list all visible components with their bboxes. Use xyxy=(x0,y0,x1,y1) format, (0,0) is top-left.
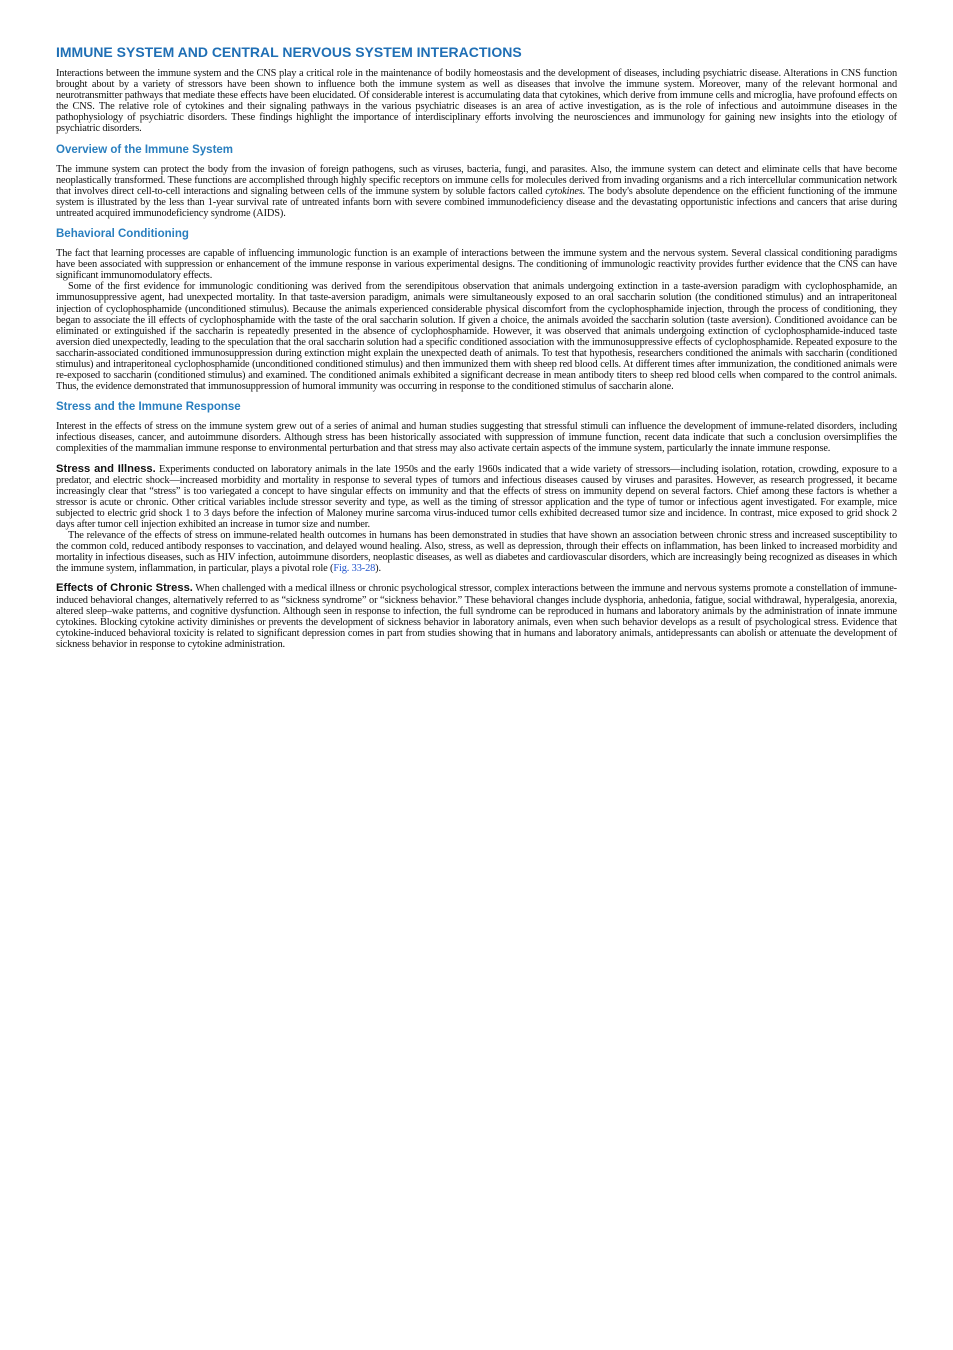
chronic-text: When challenged with a medical illness or chronic psychological stressor, complex interactions between the immune and nervous systems promote a constellation of immune-induced behavioral changes, alternatively referred to as “sickness syndrome” or “sickness behavior.” These behavioral changes include dysphoria, anhedonia, fatigue, social withdrawal, hyperalgesia, anorexia, altered sleep–wake patterns, and cognitive dysfunction. Although seen in response to infection, the full syndrome can be reproduced in humans and laboratory animals by the administration of innate immune cytokines. Blocking cytokine activity diminishes or prevents the development of sickness behavior in laboratory animals, even when such behavior develops as a result of psychological stress. Evidence that cytokine-induced behavioral toxicity is related to significant depression comes in part from studies showing that in humans and laboratory animals, antidepressants can abolish or attenuate the development of sickness behavior in response to cytokine administration. xyxy=(56,583,897,650)
cytokines-term: cytokines. xyxy=(545,185,586,197)
conditioning-heading: Behavioral Conditioning xyxy=(56,228,189,241)
conditioning-paragraph-1: The fact that learning processes are capable of influencing immunologic function is an example of interactions between the immune system and the nervous system. Several classical conditioning paradigms have been associated with suppression or enhancement of the immune response in various experimental designs. The conditioning of immunologic reactivity provides further evidence that the CNS can have significant immunomodulatory effects. xyxy=(56,248,897,282)
page-title: IMMUNE SYSTEM AND CENTRAL NERVOUS SYSTEM INTERACTIONS xyxy=(56,44,522,60)
stress-paragraph: Interest in the effects of stress on the immune system grew out of a series of animal and human studies suggesting that stressful stimuli can influence the development of immune-related disorders, including infectious diseases, cancer, and autoimmune disorders. Although stress has been historically associated with suppression of immune function, recent data indicate that such a conclusion oversimplifies the complexities of the mammalian immune response to environmental perturbation and that stress may also activate certain aspects of the immune system, particularly the innate immune response. xyxy=(56,421,897,455)
stress-heading: Stress and the Immune Response xyxy=(56,401,241,414)
illness-p2-after: ). xyxy=(375,563,381,575)
overview-heading: Overview of the Immune System xyxy=(56,143,234,156)
chronic-paragraph xyxy=(56,583,897,650)
overview-text-after: The body's absolute dependence on the efficient functioning of the immune system is illustrated by the less than 1-year survival rate of untreated infants born with severe combined immunodeficiency disease and the devastating opportunistic infections and cancers that arise during untreated acquired immunodeficiency syndrome (AIDS). xyxy=(56,185,898,219)
figure-link[interactable]: Fig. 33-28 xyxy=(333,563,376,575)
illness-p2-before: The relevance of the effects of stress on immune-related health outcomes in humans has been demonstrated in studies that have shown an association between chronic stress and increased susceptibility to the common cold, reduced antibody responses to vaccination, and delayed wound healing. Also, stress, as well as depression, through their effects on inflammation, has been linked to increased morbidity and mortality in infectious diseases, such as HIV infection, autoimmune disorders, neoplastic diseases, as well as diabetes and cardiovascular disorders, which are increasingly being recognized as diseases in which the immune system, inflammation, in particular, plays a pivotal role ( xyxy=(56,530,897,575)
conditioning-paragraph-2: Some of the first evidence for immunologic conditioning was derived from the serendipitous observation that animals undergoing extinction in a taste-aversion paradigm with cyclophosphamide, an immunosuppressive agent, had unexpected mortality. In that taste-aversion paradigm, animals were simultaneously exposed to an oral saccharin solution (the conditioned stimulus) and an intraperitoneal injection of cyclophosphamide (unconditioned stimulus). Because the animals experienced considerable physical discomfort from the cyclophosphamide injection, through the process of conditioning, they began to associate the ill effects of cyclophosphamide with the taste of the oral saccharin solution. If given a choice, the animals avoided the saccharin solution (taste aversion). Conditioned avoidance can be eliminated or extinguished if the saccharin is repeatedly presented in the absence of cyclophosphamide. However, it was observed that animals undergoing extinction of cyclophosphamide-induced taste aversion died unexpectedly, leading to the speculation that the oral saccharin solution had a specific conditioned association with the immunosuppressive effects of cyclophosphamide. Repeated exposure to the saccharin-associated conditioned immunosuppression during extinction might explain the unexpected death of animals. To test that hypothesis, researchers conditioned the animals with saccharin (conditioned stimulus) and intraperitoneal cyclophosphamide (unconditioned conditioned stimulus) and then immunized them with sheep red blood cells. At different times after immunization, the conditioned animals were re-exposed to saccharin (conditioned stimulus) and examined. The conditioned animals exhibited a significant decrease in mean antibody titers to sheep red blood cells when compared to the control animals. Thus, the evidence demonstrated that immunosuppression of humoral immunity was occurring in response to the conditioned stimulus of saccharin alone. xyxy=(56,281,897,393)
illness-subheading: Stress and Illness. xyxy=(56,462,156,475)
overview-paragraph xyxy=(56,164,897,219)
illness-paragraph-2 xyxy=(56,530,897,574)
overview-text-before: The immune system can protect the body from the invasion of foreign pathogens, such as viruses, bacteria, fungi, and parasites. Also, the immune system can detect and eliminate cells that have become neoplastically transformed. These functions are accomplished through highly specific receptors on immune cells for molecules derived from invading organisms and a rich intercellular communication network that involves direct cell-to-cell interactions and signaling between cells of the immune system by soluble factors called xyxy=(56,163,897,197)
illness-paragraph-1 xyxy=(56,464,897,531)
document-page xyxy=(56,44,897,650)
intro-paragraph: Interactions between the immune system and the CNS play a critical role in the maintenance of bodily homeostasis and the development of diseases, including psychiatric disease. Alterations in CNS function brought about by a variety of stressors have been shown to influence both the immune system as well as diseases that involve the immune system. Moreover, many of the relevant hormonal and neurotransmitter pathways that mediate these effects have been elucidated. Of considerable interest is accumulating data that cytokines, which derive from immune cells and microglia, have profound effects on the CNS. The relative role of cytokines and their signaling pathways in the various psychiatric diseases is an area of active investigation, as is the role of infectious and autoimmune diseases in the pathophysiology of psychiatric disorders. These findings highlight the importance of interdisciplinary efforts involving the neurosciences and immunology for gaining new insights into the etiology of psychiatric disorders. xyxy=(56,68,897,135)
chronic-subheading: Effects of Chronic Stress. xyxy=(56,582,193,595)
illness-text: Experiments conducted on laboratory animals in the late 1950s and the early 1960s indicated that a wide variety of stressors—including isolation, rotation, crowding, exposure to a predator, and electric shock—increased morbidity and mortality in response to several types of tumors and infectious diseases caused by viruses and parasites. However, as research progressed, it became increasingly clear that “stress” is too variegated a concept to have singular effects on immunity and that the effects of stress on immunity depend on several factors. Chief among these factors is whether a stressor is acute or chronic. Other critical variables include stressor severity and type, as well as the timing of stressor application and the type of tumor or infectious agent investigated. For example, mice subjected to electric grid shock 1 to 3 days before the infection of Maloney murine sarcoma virus-induced tumor cells exhibited decreased tumor size and incidence. In contrast, mice exposed to grid shock 2 days after tumor cell injection exhibited an increase in tumor size and number. xyxy=(56,463,897,530)
